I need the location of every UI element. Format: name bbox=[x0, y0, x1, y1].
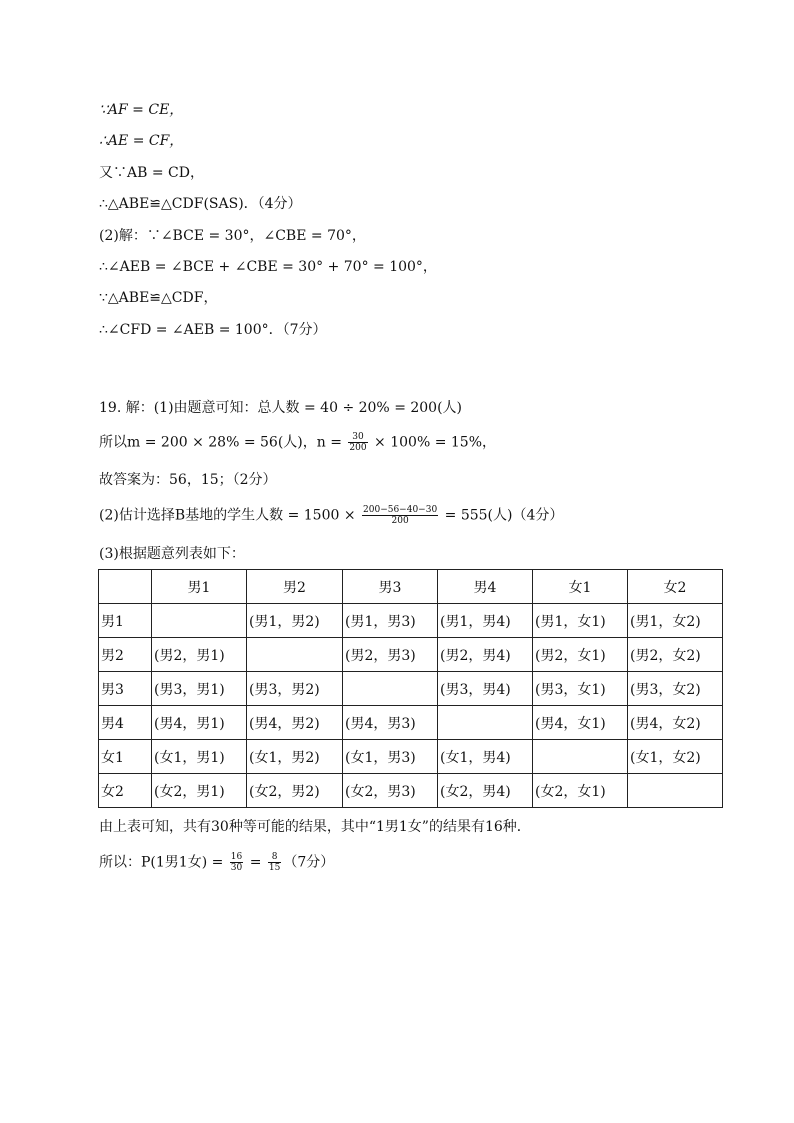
table-cell: (男1，男3) bbox=[343, 604, 438, 638]
q19-m-n-text-a: 所以m = 200 × 28% = 56(人)，n = bbox=[99, 434, 347, 451]
proof-line-8: ∴∠CFD = ∠AEB = 100°．（7分） bbox=[99, 322, 327, 338]
table-cell: (男1，男2) bbox=[247, 604, 343, 638]
table-cell: (女2，男2) bbox=[247, 774, 343, 808]
q19-answer-line: 故答案为：56，15；（2分） bbox=[99, 472, 277, 488]
proof-line-4: ∴△ABE≌△CDF(SAS)．（4分） bbox=[99, 196, 302, 212]
row-header-cell: 男1 bbox=[99, 604, 152, 638]
proof-line-3: 又∵AB = CD， bbox=[99, 165, 204, 181]
pairs-table-body bbox=[99, 570, 723, 808]
pairs-table bbox=[98, 569, 723, 808]
equals-sign: = bbox=[245, 854, 266, 871]
table-cell: (女1，男1) bbox=[152, 740, 247, 774]
fraction-denominator: 200 bbox=[349, 443, 367, 453]
table-cell: 男1 bbox=[152, 570, 247, 604]
q19-probability-line bbox=[99, 852, 334, 873]
table-cell: (女1，男4) bbox=[438, 740, 533, 774]
q19-part2-text-b: = 555(人)（4分） bbox=[440, 507, 564, 524]
row-header-cell bbox=[99, 570, 152, 604]
table-cell: (男1，男4) bbox=[438, 604, 533, 638]
q19-conclusion-line: 由上表可知，共有30种等可能的结果，其中“1男1女”的结果有16种． bbox=[99, 819, 531, 835]
table-cell bbox=[152, 604, 247, 638]
fraction-n bbox=[348, 432, 367, 453]
table-cell: (男1，女2) bbox=[628, 604, 723, 638]
table-cell: (男2，女2) bbox=[628, 638, 723, 672]
row-header-cell: 男2 bbox=[99, 638, 152, 672]
table-cell: (男3，女2) bbox=[628, 672, 723, 706]
table-header-row bbox=[99, 570, 723, 604]
row-header-cell: 男4 bbox=[99, 706, 152, 740]
fraction-8-15 bbox=[268, 852, 281, 873]
table-cell: (男4，男2) bbox=[247, 706, 343, 740]
table-cell: (男3，男4) bbox=[438, 672, 533, 706]
fraction-numerator: 8 bbox=[268, 852, 281, 863]
table-cell: 男3 bbox=[343, 570, 438, 604]
table-cell: (男4，女2) bbox=[628, 706, 723, 740]
proof-line-5: (2)解：∵∠BCE = 30°，∠CBE = 70°， bbox=[99, 228, 366, 244]
fraction-base-b bbox=[362, 505, 438, 526]
table-cell: (女1，男2) bbox=[247, 740, 343, 774]
q19-part2-text-a: (2)估计选择B基地的学生人数 = 1500 × bbox=[99, 507, 361, 524]
table-cell: (男2，女1) bbox=[533, 638, 628, 672]
table-row bbox=[99, 604, 723, 638]
fraction-numerator: 30 bbox=[348, 432, 367, 443]
proof-line-1: ∵AF = CE， bbox=[99, 102, 184, 118]
table-cell bbox=[628, 774, 723, 808]
q19-part3-line: (3)根据题意列表如下： bbox=[99, 546, 245, 562]
fraction-denominator: 30 bbox=[230, 863, 243, 873]
table-row bbox=[99, 638, 723, 672]
table-cell: (女2，男1) bbox=[152, 774, 247, 808]
proof-line-7: ∵△ABE≌△CDF， bbox=[99, 290, 218, 306]
q19-m-n-line bbox=[99, 432, 496, 453]
table-cell: (男3，女1) bbox=[533, 672, 628, 706]
table-cell: (女2，女1) bbox=[533, 774, 628, 808]
q19-part1-line: 19. 解：(1)由题意可知：总人数 = 40 ÷ 20% = 200(人) bbox=[99, 400, 463, 416]
table-cell: (女1，女2) bbox=[628, 740, 723, 774]
table-cell: (男2，男3) bbox=[343, 638, 438, 672]
table-cell: (女2，男3) bbox=[343, 774, 438, 808]
table-cell: 男2 bbox=[247, 570, 343, 604]
probability-text-a: 所以：P(1男1女) = bbox=[99, 854, 228, 871]
table-cell: 女1 bbox=[533, 570, 628, 604]
table-cell: 男4 bbox=[438, 570, 533, 604]
probability-text-b: （7分） bbox=[283, 854, 335, 871]
proof-line-2: ∴AE = CF， bbox=[99, 133, 184, 149]
table-cell bbox=[533, 740, 628, 774]
row-header-cell: 女2 bbox=[99, 774, 152, 808]
table-cell: (男4，女1) bbox=[533, 706, 628, 740]
table-cell: (男3，男1) bbox=[152, 672, 247, 706]
fraction-16-30 bbox=[230, 852, 243, 873]
table-cell bbox=[247, 638, 343, 672]
table-cell: (男3，男2) bbox=[247, 672, 343, 706]
fraction-denominator: 15 bbox=[268, 863, 281, 873]
table-row bbox=[99, 706, 723, 740]
table-cell: (男4，男3) bbox=[343, 706, 438, 740]
row-header-cell: 男3 bbox=[99, 672, 152, 706]
q19-part2-line bbox=[99, 505, 563, 526]
table-row bbox=[99, 672, 723, 706]
table-cell: (男1，女1) bbox=[533, 604, 628, 638]
table-cell: (女2，男4) bbox=[438, 774, 533, 808]
fraction-denominator: 200 bbox=[391, 516, 409, 526]
table-row bbox=[99, 740, 723, 774]
row-header-cell: 女1 bbox=[99, 740, 152, 774]
fraction-numerator: 16 bbox=[230, 852, 243, 862]
fraction-numerator: 200−56−40−30 bbox=[363, 505, 438, 515]
table-cell: (男2，男4) bbox=[438, 638, 533, 672]
table-cell: (男4，男1) bbox=[152, 706, 247, 740]
q19-m-n-text-b: × 100% = 15%， bbox=[369, 434, 496, 451]
table-cell bbox=[438, 706, 533, 740]
proof-line-6: ∴∠AEB = ∠BCE + ∠CBE = 30° + 70° = 100°， bbox=[99, 259, 437, 275]
table-cell: (男2，男1) bbox=[152, 638, 247, 672]
table-cell: 女2 bbox=[628, 570, 723, 604]
table-row bbox=[99, 774, 723, 808]
table-cell bbox=[343, 672, 438, 706]
table-cell: (女1，男3) bbox=[343, 740, 438, 774]
